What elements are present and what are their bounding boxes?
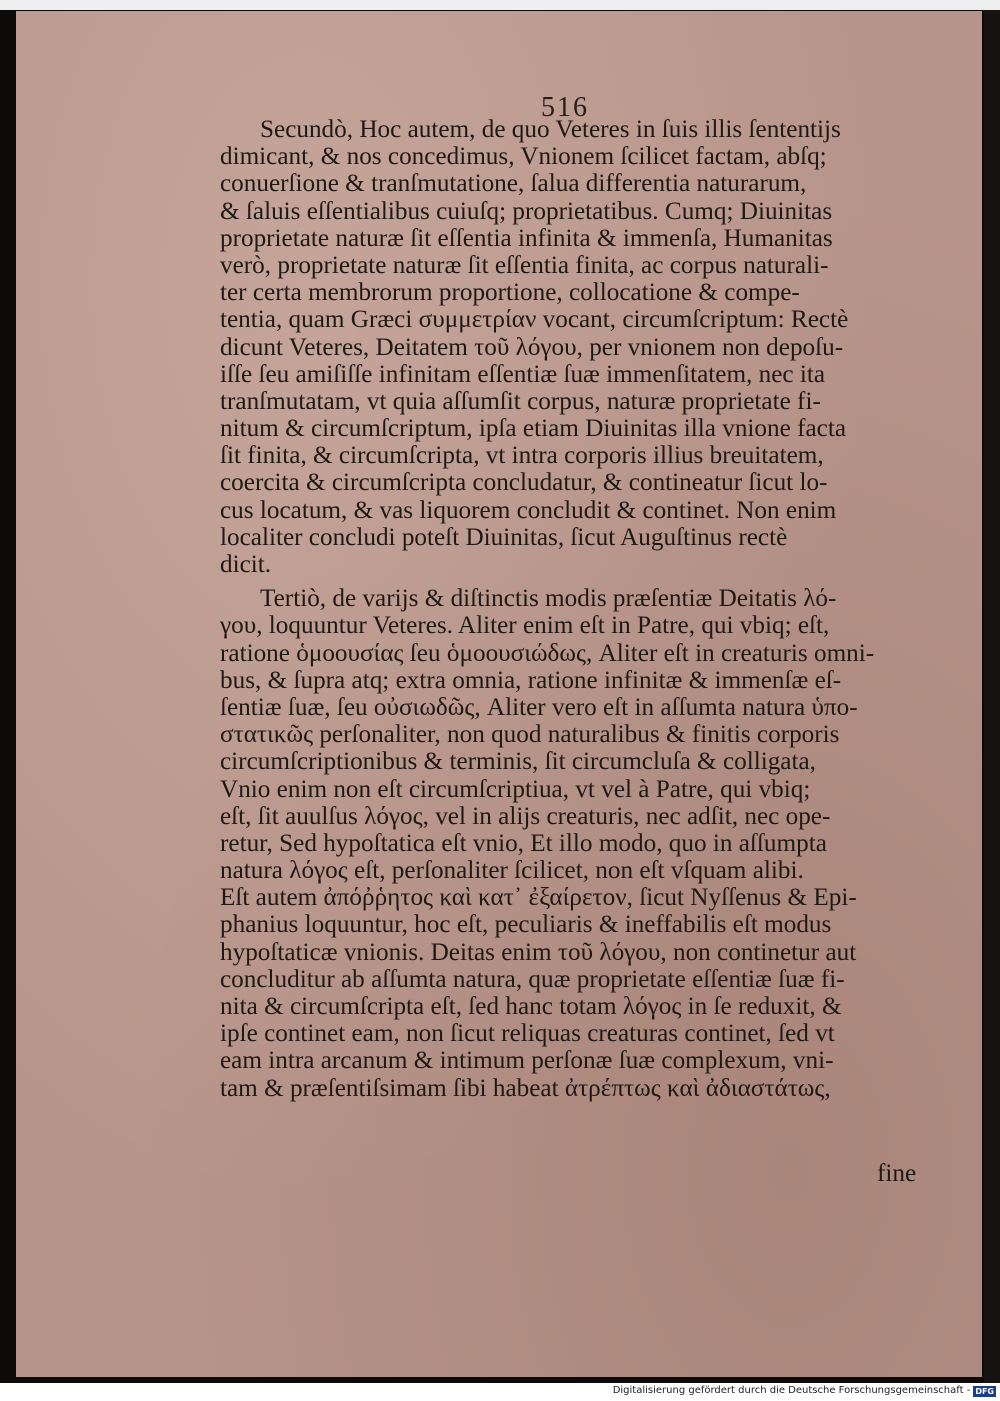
text-line: phanius loquuntur, hoc eſt, peculiaris & ineffabilis eſt modus: [220, 911, 832, 939]
page-number: 516: [541, 92, 589, 123]
text-line: nitum & circumſcriptum, ipſa etiam Diuinitas illa vnione facta: [220, 415, 847, 443]
text-line: natura λόγος eſt, perſonaliter ſcilicet, non eſt vſquam alibi.: [220, 857, 804, 885]
text-line: bus, & ſupra atq; extra omnia, ratione infinitæ & immenſæ eſ-: [220, 666, 842, 694]
footer: [0, 1383, 1000, 1401]
text-line: ſit finita, & circumſcripta, vt intra corporis illius breuitatem,: [220, 442, 824, 470]
text-line: dimicant, & nos concedimus, Vnionem ſcilicet factam, abſq;: [220, 143, 827, 171]
text-line: cus locatum, & vas liquorem concludit & continet. Non enim: [220, 496, 837, 524]
text-line: ipſe continet eam, non ſicut reliquas creaturas continet, ſed vt: [220, 1020, 835, 1048]
text-line: ter certa membrorum proportione, collocatione & compe-: [220, 279, 800, 307]
text-line: tentia, quam Græci συμμετρίαν vocant, circumſcriptum: Rectè: [220, 306, 849, 334]
text-line: concluditur ab aſſumta natura, quæ proprietate eſſentiæ ſuæ fi-: [220, 965, 845, 993]
text-line: retur, Sed hypoſtatica eſt vnio, Et illo modo, quo in aſſumpta: [220, 829, 827, 857]
text-line: dicunt Veteres, Deitatem τοῦ λόγου, per vnionem non depoſu-: [220, 333, 844, 361]
text-line: ſentiæ ſuæ, ſeu οὐσιωδῶς, Aliter vero eſt in aſſumta natura ὑπο-: [220, 693, 858, 721]
text-line: proprietate naturæ ſit eſſentia infinita & immenſa, Humanitas: [220, 224, 833, 252]
text-block: [220, 116, 936, 1102]
text-line: στατικῶς perſonaliter, non quod naturalibus & finitis corporis: [220, 721, 840, 749]
text-line: coercita & circumſcripta concludatur, & contineatur ſicut lo-: [220, 469, 828, 497]
text-line: Vnio enim non eſt circumſcriptiua, vt vel à Patre, qui vbiq;: [220, 775, 811, 803]
paragraph-tertio: [220, 585, 936, 1102]
text-line: dicit.: [220, 551, 272, 578]
text-line: eſt, ſit auulſus λόγος, vel in alijs creaturis, nec adſit, nec ope-: [220, 802, 831, 830]
text-line: hypoſtaticæ vnionis. Deitas enim τοῦ λόγου, non continetur aut: [220, 938, 857, 966]
top-strip: [0, 0, 1000, 10]
text-line: Eſt autem ἀπόῤῥητος καὶ κατ᾽ ἐξαίρετον, ſicut Nyſſenus & Epi-: [220, 884, 857, 912]
text-line: tam & præſentiſsimam ſibi habeat ἀτρέπτως καὶ ἀδιαστάτως,: [220, 1074, 831, 1102]
text-line: tranſmutatam, vt quia aſſumſit corpus, naturæ proprietate fi-: [220, 387, 821, 415]
text-line: circumſcriptionibus & terminis, ſit circumcluſa & colligata,: [220, 748, 816, 776]
text-line: conuerſione & tranſmutatione, ſalua differentia naturarum,: [220, 170, 807, 198]
text-line: eam intra arcanum & intimum perſonæ ſuæ complexum, vni-: [220, 1047, 834, 1075]
catchword: fine: [877, 1160, 917, 1187]
text-line: verò, proprietate naturæ ſit eſſentia finita, ac corpus naturali-: [220, 251, 829, 279]
text-line: nita & circumſcripta eſt, ſed hanc totam λόγος in ſe reduxit, &: [220, 993, 842, 1020]
text-line: localiter concludi poteſt Diuinitas, ſicut Auguſtinus rectè: [220, 523, 788, 551]
text-line: Secundò, Hoc autem, de quo Veteres in ſuis illis ſententijs: [260, 116, 841, 143]
text-line: γου, loquuntur Veteres. Aliter enim eſt in Patre, qui vbiq; eſt,: [220, 612, 830, 640]
scan-edge: [984, 0, 1000, 1383]
text-line: iſſe ſeu amiſiſſe infinitam eſſentiæ ſuæ immenſitatem, nec ita: [220, 360, 826, 388]
text-line: Tertiò, de varijs & diſtinctis modis præſentiæ Deitatis λό-: [260, 585, 837, 613]
text-line: ratione ὁμοουσίας ſeu ὁμοουσιώδως, Aliter eſt in creaturis omni-: [220, 639, 875, 667]
dfg-credit-text: Digitalisierung gefördert durch die Deutsche Forschungsgemeinschaft -: [612, 1385, 971, 1396]
text-line: & ſaluis eſſentialibus cuiuſq; proprietatibus. Cumq; Diuinitas: [220, 197, 833, 225]
dfg-logo: DFG: [975, 1387, 994, 1396]
paragraph-secundo: [220, 116, 936, 578]
